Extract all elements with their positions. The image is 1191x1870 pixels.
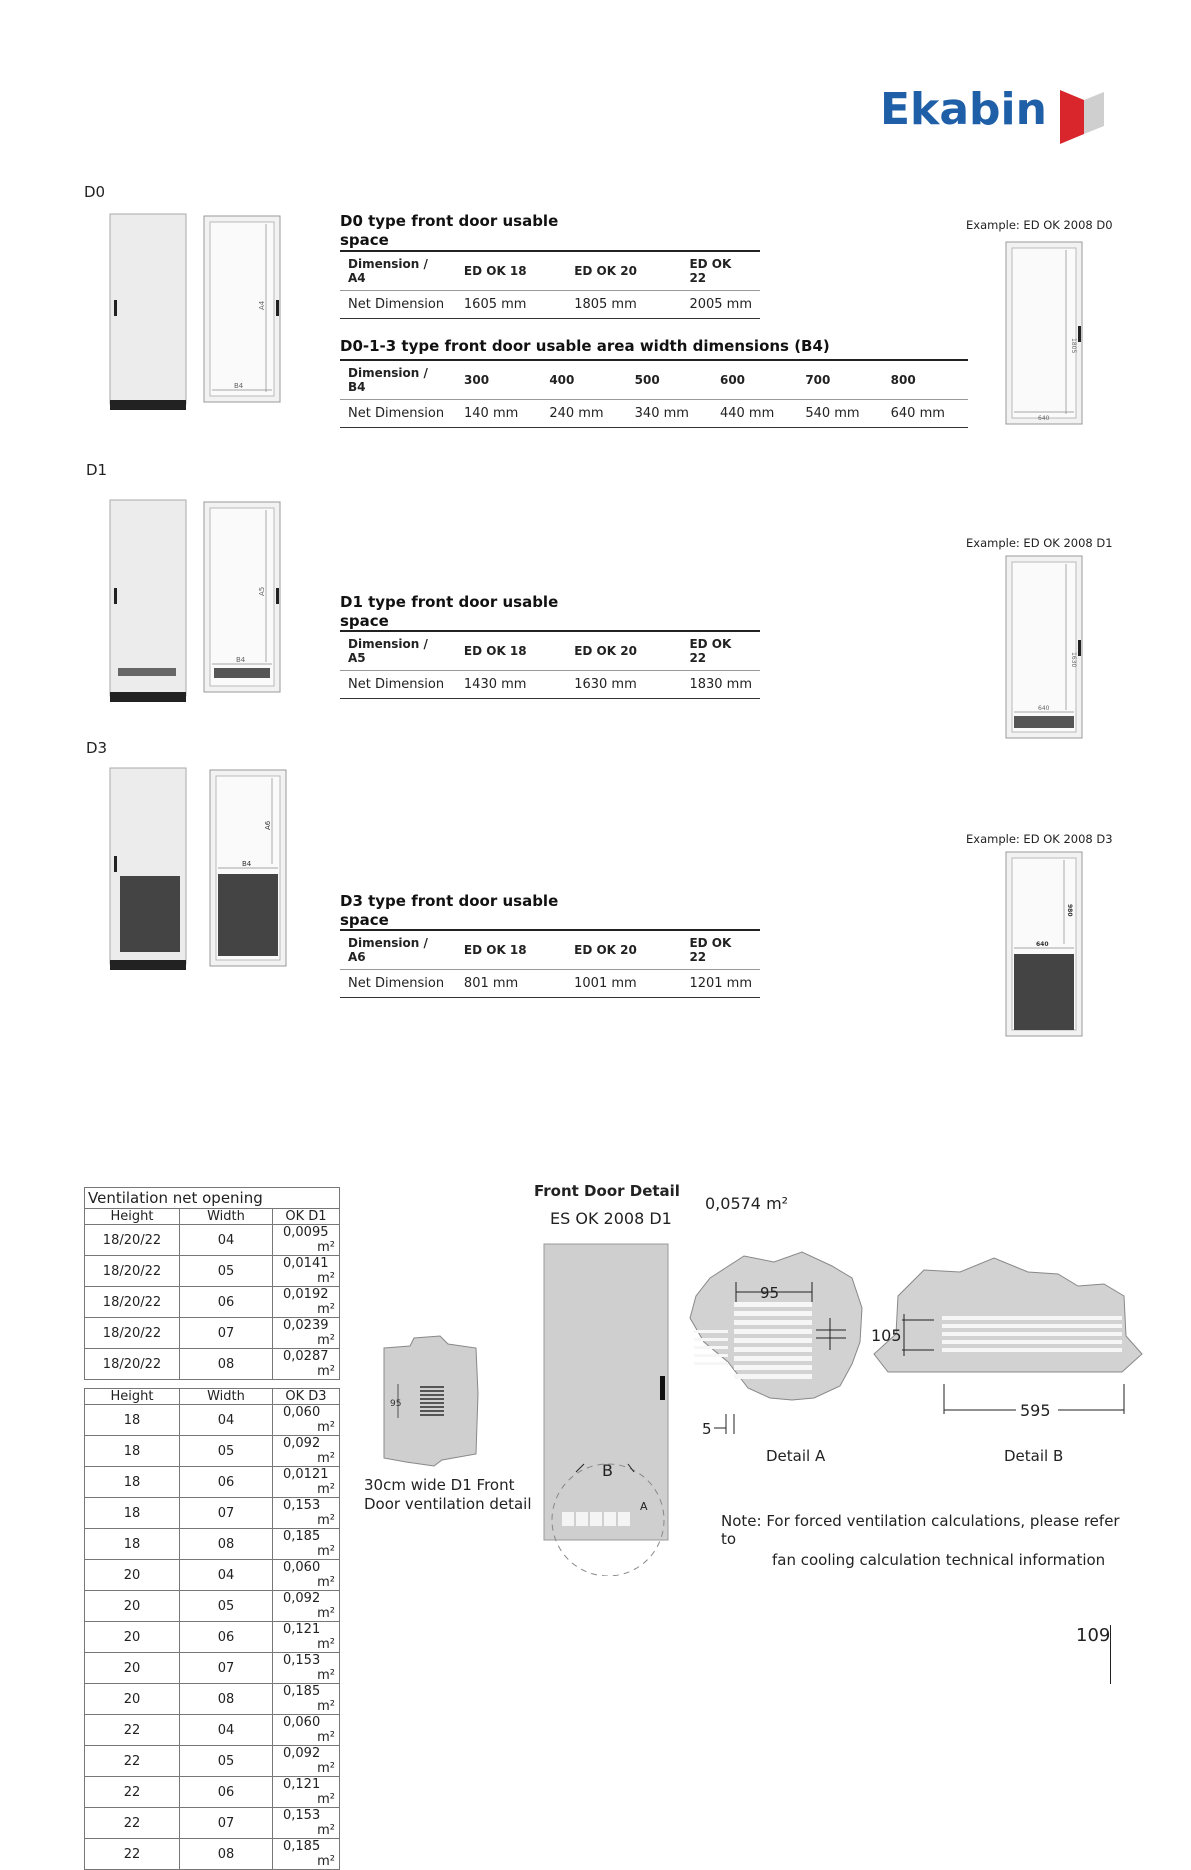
ventilation-note-line1: Note: For forced ventilation calculations, please refer to	[721, 1512, 1120, 1548]
table-row	[85, 1839, 340, 1870]
opening-unit: m²	[317, 1606, 335, 1621]
width-cell: 07	[180, 1318, 273, 1349]
b4-cell-0: Net Dimension	[340, 400, 456, 428]
b4-header-0: Dimension / B4	[340, 360, 456, 400]
opening-unit: m²	[317, 1730, 335, 1745]
svg-text:980: 980	[1066, 904, 1073, 917]
b4-header-1: 300	[456, 360, 541, 400]
b4-table	[340, 359, 968, 428]
height-cell: 22	[85, 1715, 180, 1746]
opening-cell	[273, 1436, 340, 1467]
front-door-detail-title: Front Door Detail	[534, 1182, 680, 1200]
width-cell: 04	[180, 1715, 273, 1746]
table-row	[85, 1684, 340, 1715]
height-cell: 20	[85, 1591, 180, 1622]
detail-a-image	[684, 1238, 874, 1438]
d1-cell-0: Net Dimension	[340, 671, 456, 699]
table-row	[85, 1808, 340, 1839]
d3-header-2: ED OK 20	[566, 930, 681, 970]
table-row	[85, 1622, 340, 1653]
height-cell: 22	[85, 1839, 180, 1870]
opening-unit: m²	[317, 1792, 335, 1807]
logo-cube-icon	[1060, 90, 1084, 144]
d3-cell-3: 1201 mm	[681, 970, 760, 998]
opening-unit: m²	[317, 1854, 335, 1869]
table-row	[85, 1405, 340, 1436]
d1-example-label: Example: ED OK 2008 D1	[966, 536, 1113, 550]
vent2-header-ok: OK D3	[273, 1389, 340, 1405]
detail-b-dim-height: 105	[871, 1326, 902, 1345]
width-cell: 08	[180, 1839, 273, 1870]
ventilation-table-d3	[84, 1388, 340, 1870]
ventilation-caption: Ventilation net opening	[84, 1187, 340, 1208]
d0-cell-1: 1605 mm	[456, 291, 566, 319]
d0-cabinet-image	[106, 210, 286, 419]
d1-cell-3: 1830 mm	[681, 671, 760, 699]
height-cell: 18	[85, 1436, 180, 1467]
ventilation-block	[84, 1187, 340, 1870]
width-cell: 04	[180, 1560, 273, 1591]
width-cell: 05	[180, 1591, 273, 1622]
table-row	[85, 1560, 340, 1591]
opening-value: 0,185	[283, 1684, 321, 1699]
svg-text:B4: B4	[236, 656, 246, 664]
d1-header-1: ED OK 18	[456, 631, 566, 671]
d0-example-image	[998, 238, 1088, 432]
table-row	[85, 1498, 340, 1529]
front-door-image	[540, 1240, 680, 1580]
svg-text:B4: B4	[234, 382, 244, 390]
opening-value: 0,060	[283, 1715, 321, 1730]
opening-cell	[273, 1287, 340, 1318]
label-b: B	[602, 1461, 613, 1480]
b4-header-6: 800	[883, 360, 968, 400]
b4-header-4: 600	[712, 360, 797, 400]
height-cell: 18	[85, 1467, 180, 1498]
d3-cell-2: 1001 mm	[566, 970, 681, 998]
d3-table	[340, 929, 760, 998]
opening-cell	[273, 1808, 340, 1839]
table-row	[85, 1287, 340, 1318]
svg-text:A4: A4	[258, 300, 266, 310]
vent1-header-ok: OK D1	[273, 1209, 340, 1225]
opening-value: 0,060	[283, 1405, 321, 1420]
d0-example-label: Example: ED OK 2008 D0	[966, 218, 1113, 232]
detail-a-dim-gap: 5	[702, 1420, 712, 1434]
page-number-rule	[1110, 1625, 1111, 1684]
d1-cell-1: 1430 mm	[456, 671, 566, 699]
width-cell: 05	[180, 1436, 273, 1467]
width-cell: 08	[180, 1684, 273, 1715]
width-cell: 04	[180, 1225, 273, 1256]
d0-cell-2: 1805 mm	[566, 291, 681, 319]
opening-unit: m²	[317, 1544, 335, 1559]
height-cell: 18	[85, 1529, 180, 1560]
b4-cell-3: 340 mm	[627, 400, 712, 428]
height-cell: 18	[85, 1405, 180, 1436]
opening-cell	[273, 1225, 340, 1256]
table-row	[85, 1777, 340, 1808]
svg-text:640: 640	[1038, 415, 1050, 422]
opening-cell	[273, 1256, 340, 1287]
d3-example-image	[998, 848, 1088, 1044]
d1-header-0: Dimension / A5	[340, 631, 456, 671]
table-row	[85, 1318, 340, 1349]
table-row	[85, 1715, 340, 1746]
opening-unit: m²	[317, 1699, 335, 1714]
opening-cell	[273, 1318, 340, 1349]
detail-a-label: Detail A	[766, 1447, 826, 1465]
section-label-d0: D0	[84, 183, 106, 201]
page-number: 109	[1076, 1625, 1111, 1646]
opening-unit: m²	[317, 1761, 335, 1776]
detail-b-image	[868, 1254, 1148, 1428]
opening-value: 0,153	[283, 1808, 321, 1823]
d0-header-0: Dimension / A4	[340, 251, 456, 291]
table-row	[85, 1591, 340, 1622]
opening-cell	[273, 1777, 340, 1808]
width-cell: 06	[180, 1467, 273, 1498]
small-vent-caption: 30cm wide D1 Front Door ventilation detail	[364, 1476, 532, 1513]
opening-unit: m²	[317, 1240, 335, 1255]
table-row	[85, 1256, 340, 1287]
opening-unit: m²	[317, 1451, 335, 1466]
svg-text:1805: 1805	[1070, 338, 1077, 354]
d0-table	[340, 250, 760, 319]
svg-text:B4: B4	[242, 860, 252, 868]
table-row	[85, 1467, 340, 1498]
height-cell: 18/20/22	[85, 1287, 180, 1318]
opening-unit: m²	[317, 1637, 335, 1652]
table-row	[85, 1529, 340, 1560]
opening-value: 0,153	[283, 1653, 321, 1668]
d1-example-image	[998, 552, 1088, 746]
b4-table-title: D0-1-3 type front door usable area width dimensions (B4)	[340, 337, 830, 355]
d1-header-2: ED OK 20	[566, 631, 681, 671]
opening-unit: m²	[317, 1420, 335, 1435]
width-cell: 07	[180, 1653, 273, 1684]
opening-value: 0,185	[283, 1839, 321, 1854]
opening-value: 0,153	[283, 1498, 321, 1513]
width-cell: 08	[180, 1349, 273, 1380]
brand-logo	[880, 82, 1110, 146]
opening-cell	[273, 1498, 340, 1529]
vent1-header-height: Height	[85, 1209, 180, 1225]
opening-value: 0,092	[283, 1436, 321, 1451]
table-row	[85, 1225, 340, 1256]
width-cell: 05	[180, 1746, 273, 1777]
opening-value: 0,0095	[283, 1225, 329, 1240]
b4-header-2: 400	[541, 360, 626, 400]
b4-header-3: 500	[627, 360, 712, 400]
b4-cell-5: 540 mm	[797, 400, 882, 428]
opening-value: 0,185	[283, 1529, 321, 1544]
height-cell: 22	[85, 1746, 180, 1777]
label-a: A	[640, 1500, 648, 1513]
opening-value: 0,060	[283, 1560, 321, 1575]
d0-cell-3: 2005 mm	[681, 291, 760, 319]
height-cell: 18	[85, 1498, 180, 1529]
svg-text:A5: A5	[258, 586, 266, 596]
height-cell: 18/20/22	[85, 1225, 180, 1256]
d3-header-0: Dimension / A6	[340, 930, 456, 970]
width-cell: 07	[180, 1498, 273, 1529]
d1-header-3: ED OK 22	[681, 631, 760, 671]
opening-unit: m²	[317, 1513, 335, 1528]
d1-table-title: D1 type front door usable space	[340, 593, 559, 630]
table-row	[85, 1349, 340, 1380]
table-row	[85, 1653, 340, 1684]
opening-value: 0,0141	[283, 1256, 329, 1271]
d3-cell-1: 801 mm	[456, 970, 566, 998]
vent2-header-width: Width	[180, 1389, 273, 1405]
d0-header-2: ED OK 20	[566, 251, 681, 291]
opening-cell	[273, 1839, 340, 1870]
height-cell: 20	[85, 1560, 180, 1591]
opening-unit: m²	[317, 1333, 335, 1348]
width-cell: 06	[180, 1287, 273, 1318]
ventilation-table-d1	[84, 1208, 340, 1380]
d0-header-1: ED OK 18	[456, 251, 566, 291]
logo-text: Ekabin	[880, 84, 1047, 135]
height-cell: 20	[85, 1622, 180, 1653]
opening-cell	[273, 1560, 340, 1591]
svg-text:A6: A6	[264, 820, 272, 830]
height-cell: 18/20/22	[85, 1349, 180, 1380]
width-cell: 04	[180, 1405, 273, 1436]
opening-cell	[273, 1529, 340, 1560]
svg-text:640: 640	[1038, 705, 1050, 712]
opening-cell	[273, 1746, 340, 1777]
front-door-detail-subtitle: ES OK 2008 D1	[550, 1209, 672, 1228]
vent2-header-height: Height	[85, 1389, 180, 1405]
opening-cell	[273, 1653, 340, 1684]
d3-cell-0: Net Dimension	[340, 970, 456, 998]
svg-text:1630: 1630	[1070, 652, 1077, 668]
b4-cell-4: 440 mm	[712, 400, 797, 428]
opening-unit: m²	[317, 1482, 335, 1497]
width-cell: 05	[180, 1256, 273, 1287]
opening-value: 0,0121	[283, 1467, 329, 1482]
opening-cell	[273, 1622, 340, 1653]
opening-cell	[273, 1715, 340, 1746]
opening-cell	[273, 1591, 340, 1622]
height-cell: 22	[85, 1808, 180, 1839]
opening-value: 0,092	[283, 1591, 321, 1606]
table-row	[85, 1746, 340, 1777]
d1-cabinet-image	[106, 496, 286, 710]
vent1-header-width: Width	[180, 1209, 273, 1225]
opening-cell	[273, 1684, 340, 1715]
b4-cell-6: 640 mm	[883, 400, 968, 428]
opening-value: 0,0239	[283, 1318, 329, 1333]
d1-cell-2: 1630 mm	[566, 671, 681, 699]
opening-value: 0,121	[283, 1777, 321, 1792]
d3-header-3: ED OK 22	[681, 930, 760, 970]
b4-header-5: 700	[797, 360, 882, 400]
d0-header-3: ED OK 22	[681, 251, 760, 291]
d0-table-title: D0 type front door usable space	[340, 212, 559, 249]
opening-unit: m²	[317, 1302, 335, 1317]
b4-cell-1: 140 mm	[456, 400, 541, 428]
width-cell: 07	[180, 1808, 273, 1839]
opening-value: 0,0287	[283, 1349, 329, 1364]
height-cell: 20	[85, 1684, 180, 1715]
width-cell: 08	[180, 1529, 273, 1560]
width-cell: 06	[180, 1777, 273, 1808]
d1-table	[340, 630, 760, 699]
ventilation-note-line2: fan cooling calculation technical information	[772, 1551, 1106, 1569]
d3-header-1: ED OK 18	[456, 930, 566, 970]
opening-value: 0,121	[283, 1622, 321, 1637]
opening-unit: m²	[317, 1575, 335, 1590]
opening-unit: m²	[317, 1823, 335, 1838]
detail-b-dim-width: 595	[1020, 1401, 1051, 1420]
height-cell: 18/20/22	[85, 1256, 180, 1287]
opening-unit: m²	[317, 1271, 335, 1286]
d3-example-label: Example: ED OK 2008 D3	[966, 832, 1113, 846]
opening-cell	[273, 1467, 340, 1498]
small-vent-detail-image	[380, 1334, 480, 1474]
opening-unit: m²	[317, 1364, 335, 1379]
b4-cell-2: 240 mm	[541, 400, 626, 428]
opening-cell	[273, 1349, 340, 1380]
width-cell: 06	[180, 1622, 273, 1653]
opening-unit: m²	[317, 1668, 335, 1683]
opening-cell	[273, 1405, 340, 1436]
svg-text:95: 95	[390, 1399, 402, 1409]
section-label-d3: D3	[86, 739, 108, 757]
section-label-d1: D1	[86, 461, 108, 479]
height-cell: 22	[85, 1777, 180, 1808]
svg-text:640: 640	[1036, 941, 1049, 948]
d3-cabinet-image	[106, 764, 296, 980]
height-cell: 20	[85, 1653, 180, 1684]
d3-table-title: D3 type front door usable space	[340, 892, 559, 929]
height-cell: 18/20/22	[85, 1318, 180, 1349]
table-row	[85, 1436, 340, 1467]
detail-b-label: Detail B	[1004, 1447, 1064, 1465]
front-door-area: 0,0574 m²	[705, 1194, 789, 1213]
detail-a-dim-width: 95	[760, 1284, 780, 1302]
opening-value: 0,0192	[283, 1287, 329, 1302]
opening-value: 0,092	[283, 1746, 321, 1761]
d0-cell-0: Net Dimension	[340, 291, 456, 319]
